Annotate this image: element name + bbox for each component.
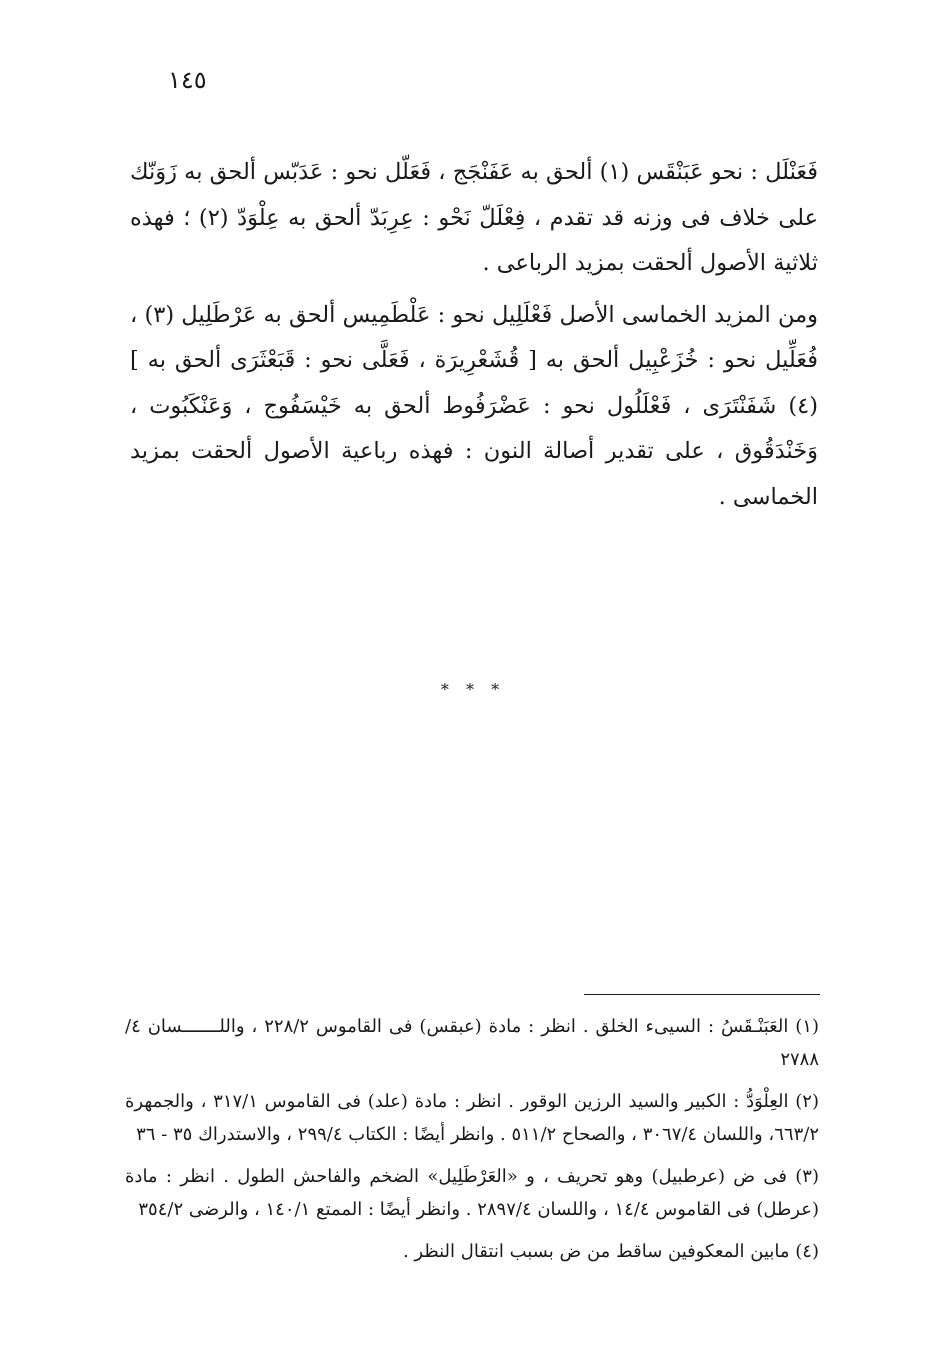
- section-separator: * * *: [440, 680, 506, 699]
- footnote-2: (٢) العِلْوَدُّ : الكبير والسيد الرزين الوقور . انظر : مادة (علد) فى القاموس ٣١٧/١ ، والجمهرة ٦٦٣/٢، واللسان ٣٠٦٧/٤ ، والصحاح ٥١١/٢ . وانظر أيضًا : الكتاب ٢٩٩/٤ ، والاستدراك ٣٥ - ٣٦: [125, 1091, 819, 1145]
- page-number: ١٤٥: [168, 66, 207, 94]
- footnote-3: (٣) فى ض (عرطبيل) وهو تحريف ، و «العَرْطَلِيل» الضخم والفاحش الطول . انظر : مادة (عرطل) فى القاموس ١٤/٤ ، واللسان ٢٨٩٧/٤ . وانظر أيضًا : الممتع ١٤٠/١ ، والرضى ٣٥٤/٢: [125, 1166, 819, 1220]
- paragraph-2: ومن المزيد الخماسى الأصل فَعْلَلِيل نحو : عَلْطَمِيس ألحق به عَرْطَلِيل (٣) ، فُعَلِّيل نحو : خُزَعْبِيل ألحق به [ قُشَعْرِيرَة ، فَعَلَّى نحو : قَبَعْثَرَى ألحق به ] (٤) شَفَنْتَرَى ، فَعْلَلُول نحو : عَضْرَفُوط ألحق به خَيْسَفُوج ، وَعَنْكَبُوت ، وَخَنْدَقُوق ، على تقدير أصالة النون : فهذه رباعية الأصول ألحقت بمزيد الخماسى .: [130, 301, 818, 510]
- footnote-1: (١) العَبَنْـقَسُ : السيىء الخلق . انظر : مادة (عبقس) فى القاموس ٢٢٨/٢ ، واللـــــــسان ٤/ ٢٧٨٨: [125, 1016, 819, 1070]
- main-text: [130, 150, 818, 520]
- footnotes: [125, 1010, 819, 1268]
- paragraph-1: فَعَنْلَل : نحو عَبَنْقَس (١) ألحق به عَفَنْجَج ، فَعَلّل نحو : عَدَبّس ألحق به زَوَنّك على خلاف فى وزنه قد تقدم ، فِعْلَلّ نَحْو : عِرِبَدّ ألحق به عِلْوَدّ (٢) ؛ فهذه ثلاثية الأصول ألحقت بمزيد الرباعى .: [130, 159, 818, 276]
- footnote-4: (٤) مابين المعكوفين ساقط من ض بسبب انتقال النظر .: [402, 1241, 819, 1262]
- footnote-divider: [584, 994, 820, 995]
